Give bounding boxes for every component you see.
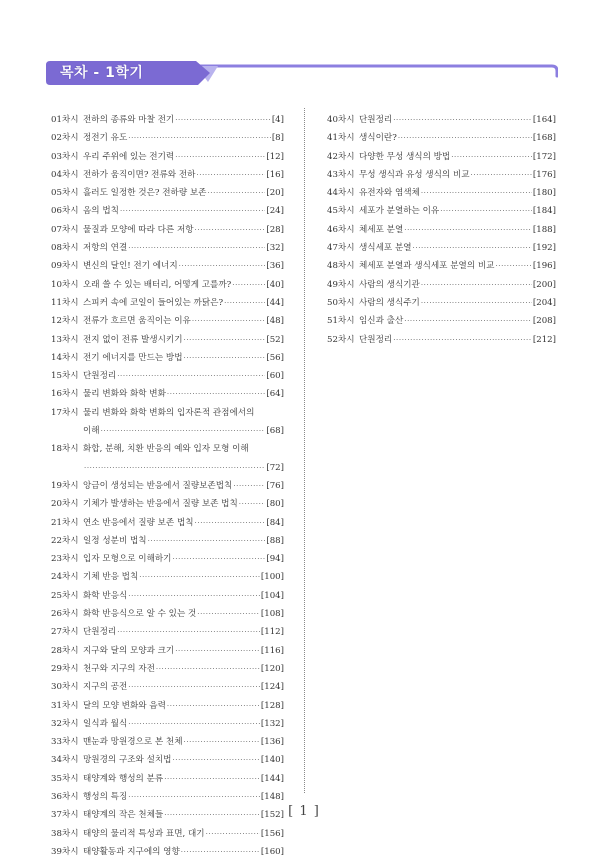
toc-entry[interactable] <box>327 202 556 220</box>
toc-entry-title: 일정 성분비 법칙 <box>83 535 147 546</box>
toc-entry-number: 45차시 <box>327 206 355 217</box>
toc-entry-number: 36차시 <box>51 791 79 802</box>
toc-dot-leader <box>148 532 266 550</box>
toc-dot-leader <box>128 239 265 257</box>
toc-entry-page: [204] <box>532 297 556 308</box>
toc-entry-number: 21차시 <box>51 517 79 528</box>
toc-dot-leader <box>233 477 265 495</box>
toc-dot-leader <box>192 312 266 330</box>
toc-dot-leader <box>175 148 265 166</box>
toc-entry[interactable] <box>51 697 284 715</box>
toc-entry-title: 체세포 분열과 생식세포 분열의 비교 <box>359 261 495 272</box>
toc-entry-title: 지구와 달의 모양과 크기 <box>83 645 175 656</box>
toc-dot-leader <box>184 331 266 349</box>
toc-dot-leader <box>156 660 260 678</box>
toc-entry-title: 스피커 속에 코일이 들어있는 까닭은? <box>83 297 224 308</box>
toc-dot-leader <box>471 166 532 184</box>
toc-entry-title: 전하의 종류와 마찰 전기 <box>83 115 175 125</box>
toc-entry-page: [176] <box>532 169 556 180</box>
toc-entry-number: 01차시 <box>51 115 79 125</box>
toc-dot-leader <box>413 239 532 257</box>
toc-entry-title: 화학 반응식으로 알 수 있는 것 <box>83 609 197 620</box>
toc-entry-number: 33차시 <box>51 737 79 748</box>
toc-entry[interactable] <box>51 129 284 147</box>
toc-entry-title: 화학 반응식 <box>83 590 128 601</box>
toc-entry-page: [112] <box>260 627 284 638</box>
toc-entry-page: [180] <box>532 188 556 199</box>
toc-entry-page: [212] <box>532 334 556 345</box>
toc-dot-leader <box>421 184 532 202</box>
toc-entry-number: 26차시 <box>51 609 79 620</box>
toc-entry-page: [84] <box>266 517 284 528</box>
toc-entry-page: [36] <box>266 261 284 272</box>
toc-entry-title: 망원경의 구조와 설치법 <box>83 755 172 766</box>
toc-dot-leader <box>175 642 260 660</box>
toc-entry-number: 13차시 <box>51 334 79 345</box>
toc-entry-page: [4] <box>271 115 284 125</box>
toc-entry-number: 38차시 <box>51 828 79 839</box>
toc-entry-number: 32차시 <box>51 718 79 729</box>
toc-entry-number: 31차시 <box>51 700 79 711</box>
toc-entry-page: [12] <box>266 151 284 162</box>
toc-title: 목차 - 1학기 <box>60 65 144 81</box>
toc-entry[interactable] <box>327 129 556 147</box>
toc-entry-number: 49차시 <box>327 279 355 290</box>
toc-entry-title: 물리 변화와 화학 변화의 입자론적 관점에서의 <box>83 407 255 418</box>
toc-entry-title: 일식과 월식 <box>83 718 128 729</box>
toc-dot-leader <box>195 221 266 239</box>
toc-entry-number: 42차시 <box>327 151 355 162</box>
toc-entry-number: 41차시 <box>327 133 355 144</box>
toc-dot-leader <box>404 312 532 330</box>
toc-entry[interactable] <box>51 660 284 678</box>
toc-entry[interactable] <box>327 239 556 257</box>
toc-entry-page: [164] <box>532 115 556 125</box>
toc-dot-leader <box>179 257 266 275</box>
toc-entry-number: 44차시 <box>327 188 355 199</box>
toc-entry-page: [72] <box>266 462 284 473</box>
toc-entry[interactable] <box>51 404 284 441</box>
toc-entry-title: 태양활동과 지구에의 영향 <box>83 846 180 857</box>
toc-entry-page: [148] <box>260 791 284 802</box>
toc-entry-page: [28] <box>266 224 284 235</box>
toc-entry-page: [88] <box>266 535 284 546</box>
toc-entry[interactable] <box>51 367 284 385</box>
toc-entry[interactable] <box>51 843 284 861</box>
toc-entry[interactable] <box>51 587 284 605</box>
toc-entry[interactable] <box>51 715 284 733</box>
toc-entry-title: 전기 에너지를 만드는 방법 <box>83 352 183 363</box>
toc-entry-number: 03차시 <box>51 151 79 162</box>
toc-entry[interactable] <box>51 568 284 586</box>
toc-dot-leader <box>84 459 265 477</box>
toc-entry[interactable] <box>51 312 284 330</box>
toc-entry[interactable] <box>51 294 284 312</box>
toc-dot-leader <box>164 770 260 788</box>
toc-entry-number: 37차시 <box>51 810 79 821</box>
toc-dot-leader <box>167 697 260 715</box>
toc-dot-leader <box>175 111 271 129</box>
toc-entry-page: [208] <box>532 316 556 327</box>
toc-dot-leader <box>167 385 265 403</box>
toc-dot-leader <box>117 367 265 385</box>
toc-entry-page: [16] <box>266 169 284 180</box>
toc-dot-leader <box>440 202 532 220</box>
toc-entry-page: [100] <box>260 572 284 583</box>
toc-entry-number: 30차시 <box>51 682 79 693</box>
toc-dot-leader <box>120 202 265 220</box>
toc-dot-leader <box>184 349 266 367</box>
toc-entry-page: [192] <box>532 243 556 254</box>
toc-entry[interactable] <box>51 477 284 495</box>
toc-entry-number: 14차시 <box>51 352 79 363</box>
toc-entry-number: 29차시 <box>51 663 79 674</box>
toc-entry-title: 단원정리 <box>83 627 117 638</box>
toc-entry[interactable] <box>51 605 284 623</box>
toc-entry[interactable] <box>51 202 284 220</box>
toc-entry-title: 흘러도 일정한 것은? 전하량 보존 <box>83 188 207 199</box>
toc-entry[interactable] <box>327 111 556 129</box>
toc-entry[interactable] <box>51 257 284 275</box>
toc-dot-leader <box>139 568 260 586</box>
toc-entry-title: 옴의 법칙 <box>83 206 119 217</box>
toc-entry-page: [188] <box>532 224 556 235</box>
toc-entry[interactable] <box>51 221 284 239</box>
toc-entry-number: 51차시 <box>327 316 355 327</box>
toc-entry-page: [144] <box>260 773 284 784</box>
toc-entry-number: 40차시 <box>327 115 355 125</box>
toc-entry-title: 달의 모양 변화와 음력 <box>83 700 166 711</box>
toc-entry-number: 20차시 <box>51 499 79 510</box>
toc-entry-page: [132] <box>260 718 284 729</box>
toc-entry-number: 11차시 <box>51 297 79 308</box>
toc-entry-title: 오래 쓸 수 있는 배터리, 어떻게 고를까? <box>83 279 232 290</box>
toc-entry[interactable] <box>51 349 284 367</box>
toc-dot-leader <box>117 623 260 641</box>
toc-entry-number: 18차시 <box>51 444 79 455</box>
toc-dot-leader <box>224 294 265 312</box>
toc-dot-leader <box>128 587 260 605</box>
toc-entry-number: 46차시 <box>327 224 355 235</box>
toc-entry-title: 앙금이 생성되는 반응에서 질량보존법칙 <box>83 480 233 491</box>
toc-entry-page: [172] <box>532 151 556 162</box>
toc-entry[interactable] <box>51 678 284 696</box>
toc-entry-title: 연소 반응에서 질량 보존 법칙 <box>83 517 194 528</box>
toc-entry-title: 단원정리 <box>359 334 393 345</box>
toc-entry-page: [44] <box>266 297 284 308</box>
toc-entry[interactable] <box>51 733 284 751</box>
toc-entry[interactable] <box>51 495 284 513</box>
toc-dot-leader <box>239 495 266 513</box>
toc-entry-number: 39차시 <box>51 846 79 857</box>
toc-entry-title: 단원정리 <box>359 115 393 125</box>
toc-entry-page: [32] <box>266 243 284 254</box>
toc-dot-leader <box>196 166 265 184</box>
toc-entry-page: [8] <box>271 133 284 144</box>
toc-entry-page: [48] <box>266 316 284 327</box>
toc-entry-page: [116] <box>260 645 284 656</box>
toc-entry-title: 체세포 분열 <box>359 224 404 235</box>
toc-entry-page: [156] <box>260 828 284 839</box>
toc-entry[interactable] <box>51 440 284 477</box>
toc-entry-number: 16차시 <box>51 389 79 400</box>
toc-entry-title: 정전기 유도 <box>83 133 128 144</box>
toc-column-right <box>327 111 556 349</box>
toc-dot-leader <box>495 257 531 275</box>
toc-entry-page: [80] <box>266 499 284 510</box>
toc-entry[interactable] <box>51 166 284 184</box>
page-number: [ 1 ] <box>288 804 320 819</box>
toc-entry[interactable] <box>327 184 556 202</box>
toc-entry-title: 세포가 분열하는 이유 <box>359 206 440 217</box>
toc-dot-leader <box>172 751 259 769</box>
toc-entry[interactable] <box>51 239 284 257</box>
toc-entry-title: 전지 없이 전류 발생시키기 <box>83 334 183 345</box>
toc-entry-title: 물질과 모양에 따라 다른 저항 <box>83 224 194 235</box>
toc-entry-page: [56] <box>266 352 284 363</box>
toc-dot-leader <box>232 276 265 294</box>
toc-entry[interactable] <box>327 312 556 330</box>
toc-entry-page: [104] <box>260 590 284 601</box>
toc-dot-leader <box>421 276 532 294</box>
toc-dot-leader <box>128 129 271 147</box>
toc-entry[interactable] <box>327 257 556 275</box>
toc-dot-leader <box>206 825 260 843</box>
toc-entry[interactable] <box>51 623 284 641</box>
toc-entry-number: 50차시 <box>327 297 355 308</box>
toc-entry[interactable] <box>51 514 284 532</box>
toc-entry[interactable] <box>51 111 284 129</box>
toc-entry-title: 사람의 생식기관 <box>359 279 420 290</box>
toc-entry-number: 06차시 <box>51 206 79 217</box>
toc-entry-title: 지구의 공전 <box>83 682 128 693</box>
toc-entry-title: 무성 생식과 유성 생식의 비교 <box>359 169 470 180</box>
toc-dot-leader <box>451 148 532 166</box>
toc-entry[interactable] <box>51 751 284 769</box>
toc-entry-page: [40] <box>266 279 284 290</box>
toc-entry-title: 행성의 특징 <box>83 791 128 802</box>
toc-dot-leader <box>128 678 260 696</box>
toc-entry-title: 태양계와 행성의 분류 <box>83 773 164 784</box>
toc-entry-page: [64] <box>266 389 284 400</box>
toc-entry-title-continued: 이해 <box>83 426 100 437</box>
toc-entry[interactable] <box>51 385 284 403</box>
toc-entry-number: 07차시 <box>51 224 79 235</box>
toc-entry-page: [184] <box>532 206 556 217</box>
toc-entry-page: [68] <box>266 426 284 437</box>
toc-entry-title: 단원정리 <box>83 371 117 382</box>
toc-dot-leader <box>197 605 260 623</box>
column-divider <box>304 108 305 793</box>
toc-entry-title: 생식이란? <box>359 133 397 144</box>
toc-entry-title: 저항의 연결 <box>83 243 128 254</box>
toc-entry-number: 12차시 <box>51 316 79 327</box>
toc-entry-page: [124] <box>260 682 284 693</box>
toc-entry-number: 15차시 <box>51 371 79 382</box>
toc-entry[interactable] <box>51 331 284 349</box>
toc-entry-page: [128] <box>260 700 284 711</box>
toc-entry-title: 천구와 지구의 자전 <box>83 663 155 674</box>
toc-entry-title: 맨눈과 망원경으로 본 천체 <box>83 737 183 748</box>
toc-entry[interactable] <box>327 148 556 166</box>
toc-entry-number: 24차시 <box>51 572 79 583</box>
toc-dot-leader <box>128 715 260 733</box>
toc-entry-number: 17차시 <box>51 407 79 418</box>
toc-entry-page: [20] <box>266 188 284 199</box>
toc-entry-number: 28차시 <box>51 645 79 656</box>
toc-entry-title: 기체 반응 법칙 <box>83 572 139 583</box>
toc-entry-number: 10차시 <box>51 279 79 290</box>
toc-entry-number: 25차시 <box>51 590 79 601</box>
toc-dot-leader <box>172 550 265 568</box>
toc-entry-number: 48차시 <box>327 261 355 272</box>
toc-entry-number: 47차시 <box>327 243 355 254</box>
toc-dot-leader <box>393 111 532 129</box>
toc-entry-title: 우리 주위에 있는 전기력 <box>83 151 175 162</box>
toc-entry-title: 다양한 무성 생식의 방법 <box>359 151 451 162</box>
toc-entry-title: 태양계의 작은 천체들 <box>83 810 164 821</box>
toc-entry-page: [24] <box>266 206 284 217</box>
toc-entry-title: 태양의 물리적 특성과 표면, 대기 <box>83 828 205 839</box>
toc-entry-page: [196] <box>532 261 556 272</box>
toc-entry-number: 43차시 <box>327 169 355 180</box>
toc-header-banner <box>46 58 558 88</box>
toc-dot-leader <box>207 184 265 202</box>
toc-entry[interactable] <box>51 550 284 568</box>
toc-entry-number: 08차시 <box>51 243 79 254</box>
toc-entry[interactable] <box>51 825 284 843</box>
toc-entry[interactable] <box>327 294 556 312</box>
toc-entry[interactable] <box>51 184 284 202</box>
toc-entry-page: [94] <box>266 554 284 565</box>
toc-entry-title: 사람의 생식주기 <box>359 297 420 308</box>
toc-entry[interactable] <box>51 148 284 166</box>
toc-entry-title: 화합, 분해, 치환 반응의 예와 입자 모형 이해 <box>83 444 249 455</box>
toc-dot-leader <box>398 129 532 147</box>
toc-entry-number: 27차시 <box>51 627 79 638</box>
toc-entry[interactable] <box>327 331 556 349</box>
toc-entry-page: [152] <box>260 810 284 821</box>
toc-entry-number: 34차시 <box>51 755 79 766</box>
toc-entry-title: 기체가 발생하는 반응에서 질량 보존 법칙 <box>83 499 238 510</box>
toc-entry-title: 입자 모형으로 이해하기 <box>83 554 172 565</box>
toc-entry-page: [136] <box>260 737 284 748</box>
toc-entry-number: 19차시 <box>51 480 79 491</box>
toc-entry-page: [52] <box>266 334 284 345</box>
toc-entry[interactable] <box>51 532 284 550</box>
toc-entry-number: 02차시 <box>51 133 79 144</box>
toc-entry-number: 23차시 <box>51 554 79 565</box>
toc-entry-page: [160] <box>260 846 284 857</box>
toc-entry-number: 09차시 <box>51 261 79 272</box>
toc-entry-page: [120] <box>260 663 284 674</box>
toc-entry-page: [60] <box>266 371 284 382</box>
toc-entry-title: 유전자와 염색체 <box>359 188 420 199</box>
toc-entry[interactable] <box>51 770 284 788</box>
toc-entry-number: 35차시 <box>51 773 79 784</box>
toc-entry-title: 전류가 흐르면 움직이는 이유 <box>83 316 191 327</box>
toc-column-left <box>51 111 284 861</box>
toc-entry-page: [108] <box>260 609 284 620</box>
toc-entry[interactable] <box>327 221 556 239</box>
toc-entry[interactable] <box>51 276 284 294</box>
toc-dot-leader <box>101 422 266 440</box>
toc-entry-title: 임신과 출산 <box>359 316 404 327</box>
toc-dot-leader <box>421 294 532 312</box>
toc-entry-page: [140] <box>260 755 284 766</box>
toc-entry-title: 생식세포 분열 <box>359 243 412 254</box>
toc-entry-number: 04차시 <box>51 169 79 180</box>
toc-entry[interactable] <box>327 166 556 184</box>
toc-dot-leader <box>393 331 532 349</box>
toc-entry-page: [168] <box>532 133 556 144</box>
toc-entry-page: [76] <box>266 480 284 491</box>
toc-entry-title: 물리 변화와 화학 변화 <box>83 389 166 400</box>
toc-entry-title: 변신의 달인! 전기 에너지 <box>83 261 178 272</box>
toc-entry-number: 22차시 <box>51 535 79 546</box>
toc-dot-leader <box>404 221 532 239</box>
toc-entry-page: [200] <box>532 279 556 290</box>
toc-dot-leader <box>184 733 260 751</box>
toc-entry[interactable] <box>327 276 556 294</box>
toc-entry[interactable] <box>51 642 284 660</box>
toc-entry-number: 52차시 <box>327 334 355 345</box>
toc-entry-title: 전하가 움직이면? 전류와 전하 <box>83 169 196 180</box>
toc-entry-number: 05차시 <box>51 188 79 199</box>
toc-dot-leader <box>181 843 260 861</box>
toc-dot-leader <box>195 514 266 532</box>
